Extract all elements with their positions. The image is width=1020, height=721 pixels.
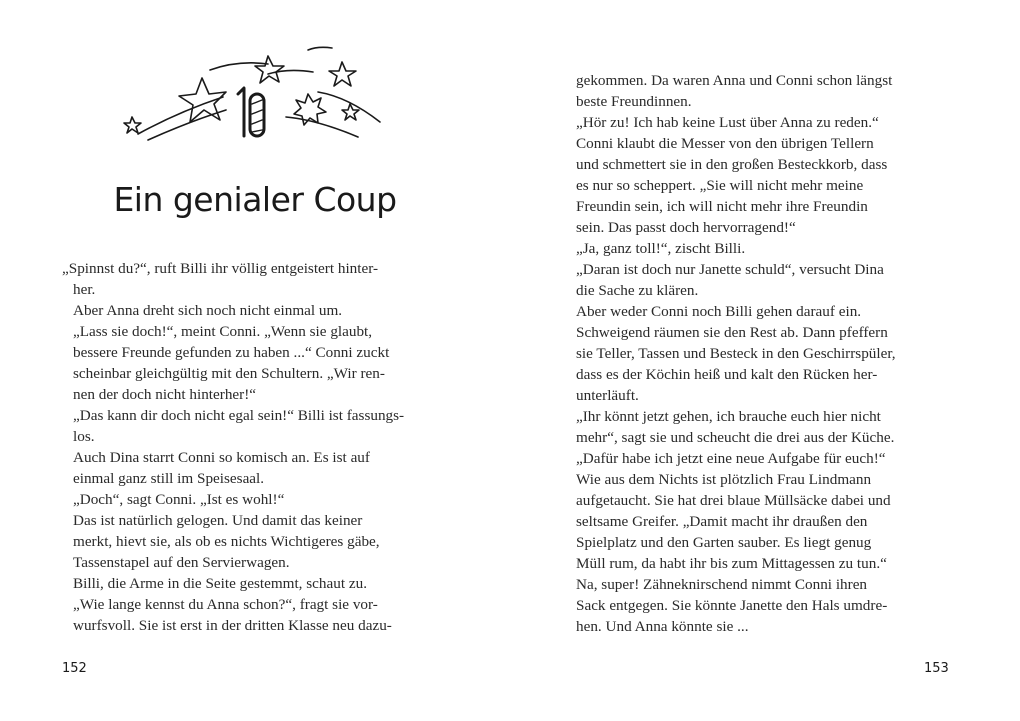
text-line: „Das kann dir doch nicht egal sein!“ Billi ist fassungs- — [73, 407, 405, 424]
chapter-title: Ein genialer Coup — [113, 180, 397, 219]
text-line: Auch Dina starrt Conni so komisch an. Es ist auf — [73, 449, 370, 466]
right-body-text — [576, 70, 966, 637]
text-line: „Dafür habe ich jetzt eine neue Aufgabe für euch!“ — [576, 450, 886, 467]
text-line: mehr“, sagt sie und scheucht die drei aus der Küche. — [576, 429, 895, 446]
text-line: Tassenstapel auf den Servierwagen. — [73, 554, 290, 571]
text-line: gekommen. Da waren Anna und Conni schon längst — [576, 72, 893, 89]
text-line: „Wie lange kennst du Anna schon?“, fragt sie vor- — [73, 596, 378, 613]
text-line: Müll rum, da habt ihr bis zum Mittagessen zu tun.“ — [576, 555, 887, 572]
text-line: unterläuft. — [576, 387, 639, 404]
text-line: nen der doch nicht hinterher!“ — [73, 386, 257, 403]
text-line: „Daran ist doch nur Janette schuld“, versucht Dina — [576, 261, 884, 278]
page-number-left: 152 — [62, 661, 87, 676]
text-line: dass es der Köchin heiß und kalt den Rücken her- — [576, 366, 878, 383]
text-line: „Spinnst du?“, ruft Billi ihr völlig entgeistert hinter- — [62, 260, 379, 277]
text-line: Wie aus dem Nichts ist plötzlich Frau Lindmann — [576, 471, 872, 488]
shooting-stars-icon — [118, 42, 388, 147]
text-line: sein. Das passt doch hervorragend!“ — [576, 219, 796, 236]
text-line: aufgetaucht. Sie hat drei blaue Müllsäcke dabei und — [576, 492, 891, 509]
text-line: es nur so scheppert. „Sie will nicht mehr meine — [576, 177, 864, 194]
text-line: wurfsvoll. Sie ist erst in der dritten Klasse neu dazu- — [73, 617, 392, 634]
text-line: „Hör zu! Ich hab keine Lust über Anna zu reden.“ — [576, 114, 879, 131]
text-line: sie Teller, Tassen und Besteck in den Geschirrspüler, — [576, 345, 896, 362]
text-line: Aber Anna dreht sich noch nicht einmal um. — [73, 302, 343, 319]
text-line: Conni klaubt die Messer von den übrigen Tellern — [576, 135, 874, 152]
text-line: Aber weder Conni noch Billi gehen darauf ein. — [576, 303, 862, 320]
chapter-number: 10 — [118, 42, 120, 43]
text-line: Na, super! Zähneknirschend nimmt Conni ihren — [576, 576, 868, 593]
text-line: „Ja, ganz toll!“, zischt Billi. — [576, 240, 746, 257]
text-line: Billi, die Arme in die Seite gestemmt, schaut zu. — [73, 575, 367, 592]
text-line: „Lass sie doch!“, meint Conni. „Wenn sie glaubt, — [73, 323, 373, 340]
text-line: scheinbar gleichgültig mit den Schultern. „Wir ren- — [73, 365, 385, 382]
text-line: her. — [73, 281, 96, 298]
text-line: bessere Freunde gefunden zu haben ...“ Conni zuckt — [73, 344, 390, 361]
page-number-right: 153 — [924, 661, 949, 676]
text-line: seltsame Greifer. „Damit macht ihr draußen den — [576, 513, 868, 530]
text-line: Sack entgegen. Sie könnte Janette den Hals umdre- — [576, 597, 888, 614]
text-line: beste Freundinnen. — [576, 93, 692, 110]
right-page — [510, 0, 1020, 721]
text-line: los. — [73, 428, 95, 445]
text-line: hen. Und Anna könnte sie ... — [576, 618, 749, 635]
text-line: einmal ganz still im Speisesaal. — [73, 470, 265, 487]
text-line: Spielplatz und den Garten sauber. Es liegt genug — [576, 534, 872, 551]
text-line: Freundin sein, ich will nicht mehr ihre Freundin — [576, 198, 868, 215]
text-line: merkt, hievt sie, als ob es nichts Wichtigeres gäbe, — [73, 533, 380, 550]
text-line: Schweigend räumen sie den Rest ab. Dann pfeffern — [576, 324, 888, 341]
text-line: Das ist natürlich gelogen. Und damit das keiner — [73, 512, 363, 529]
text-line: „Doch“, sagt Conni. „Ist es wohl!“ — [73, 491, 285, 508]
text-line: und schmettert sie in den großen Besteckkorb, dass — [576, 156, 888, 173]
text-line: „Ihr könnt jetzt gehen, ich brauche euch hier nicht — [576, 408, 881, 425]
text-line: die Sache zu klären. — [576, 282, 699, 299]
left-body-text — [62, 258, 442, 636]
